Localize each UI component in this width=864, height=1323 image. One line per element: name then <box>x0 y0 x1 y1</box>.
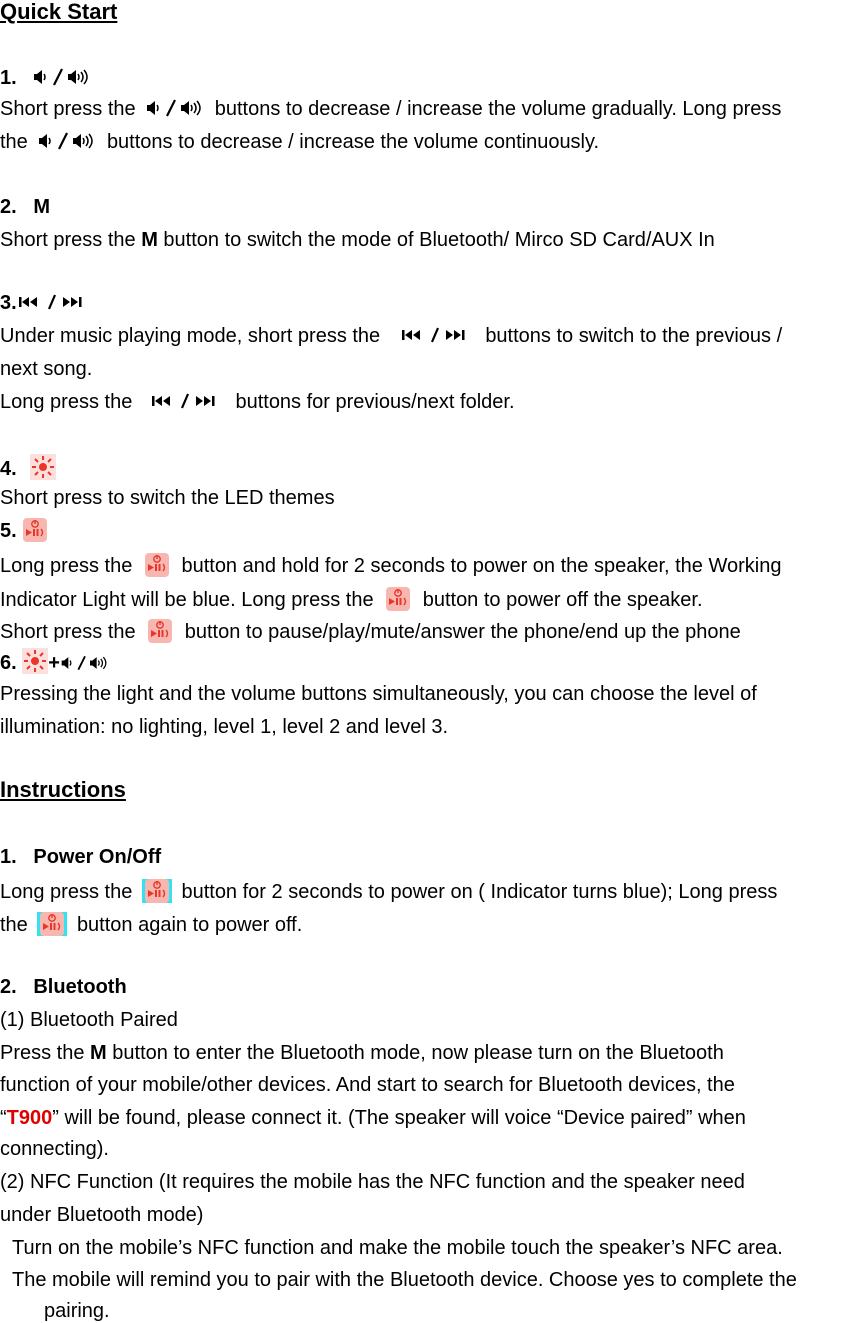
bluetooth-sub-1: (1) Bluetooth Paired <box>0 1009 178 1031</box>
item-3-line-3: Long press the buttons for previous/next folder. <box>0 391 515 413</box>
volume-down-up-icon <box>32 67 92 87</box>
quick-start-heading: Quick Start <box>0 0 118 24</box>
previous-next-icon <box>17 294 95 310</box>
item-6-line-2: illumination: no lighting, level 1, level 2 and level 3. <box>0 716 449 738</box>
volume-down-up-icon <box>37 131 97 151</box>
power-play-icon <box>385 586 411 612</box>
item-2-line-1: Short press the M button to switch the mode of Bluetooth/ Mirco SD Card/AUX In <box>0 229 715 251</box>
nfc-sub: (2) NFC Function (It requires the mobile has the NFC function and the speaker need <box>0 1171 745 1193</box>
item-3-heading: 3. <box>0 291 95 315</box>
bluetooth-para-3: “T900” will be found, please connect it. (The speaker will voice “Device paired” when <box>0 1107 746 1129</box>
item-6-line-1: Pressing the light and the volume buttons simultaneously, you can choose the level of <box>0 683 757 705</box>
item-6-heading: 6. + <box>0 648 110 675</box>
power-play-icon <box>144 878 170 904</box>
power-play-icon <box>144 552 170 578</box>
instructions-heading: Instructions <box>0 777 126 802</box>
item-3-line-2: next song. <box>0 358 93 380</box>
nfc-step-3: pairing. <box>44 1300 110 1322</box>
bluetooth-para-2: function of your mobile/other devices. And start to search for Bluetooth devices, the <box>0 1074 735 1096</box>
power-heading: 1. Power On/Off <box>0 846 162 868</box>
device-name: T900 <box>6 1107 53 1129</box>
led-light-icon <box>22 648 48 674</box>
item-5-line-2: Indicator Light will be blue. Long press the button to power off the speaker. <box>0 586 703 612</box>
item-1-line-1: Short press the buttons to decrease / increase the volume gradually. Long press <box>0 98 782 120</box>
item-1-line-2: the buttons to decrease / increase the volume continuously. <box>0 131 600 153</box>
power-play-icon <box>39 911 65 937</box>
power-line-1: Long press the button for 2 seconds to power on ( Indicator turns blue); Long press <box>0 878 777 904</box>
volume-down-up-icon <box>145 98 205 118</box>
item-1-heading <box>0 66 92 90</box>
led-light-icon <box>30 454 56 480</box>
item-4-line-1: Short press to switch the LED themes <box>0 487 335 509</box>
power-play-icon <box>22 517 48 543</box>
bluetooth-para-4: connecting). <box>0 1138 109 1160</box>
power-play-icon <box>147 618 173 644</box>
power-line-2: the button again to power off. <box>0 911 302 937</box>
nfc-step-1: Turn on the mobile’s NFC function and make the mobile touch the speaker’s NFC area. <box>12 1237 783 1259</box>
item-number: 1. <box>0 67 17 89</box>
item-2-heading: 2. M <box>0 196 51 218</box>
item-5-line-3: Short press the button to pause/play/mute/answer the phone/end up the phone <box>0 618 741 644</box>
volume-down-up-icon <box>60 654 110 672</box>
nfc-sub-line-2: under Bluetooth mode) <box>0 1204 204 1226</box>
item-5-line-1: Long press the button and hold for 2 seconds to power on the speaker, the Working <box>0 552 781 578</box>
previous-next-icon <box>400 327 478 343</box>
nfc-step-2: The mobile will remind you to pair with the Bluetooth device. Choose yes to complete the <box>12 1269 797 1291</box>
item-4-heading: 4. <box>0 454 56 481</box>
item-3-line-1: Under music playing mode, short press the buttons to switch to the previous / <box>0 325 783 347</box>
bluetooth-heading: 2. Bluetooth <box>0 976 127 998</box>
previous-next-icon <box>150 393 228 409</box>
bluetooth-para-1: Press the M button to enter the Bluetooth mode, now please turn on the Bluetooth <box>0 1042 724 1064</box>
item-5-heading: 5. <box>0 517 48 543</box>
